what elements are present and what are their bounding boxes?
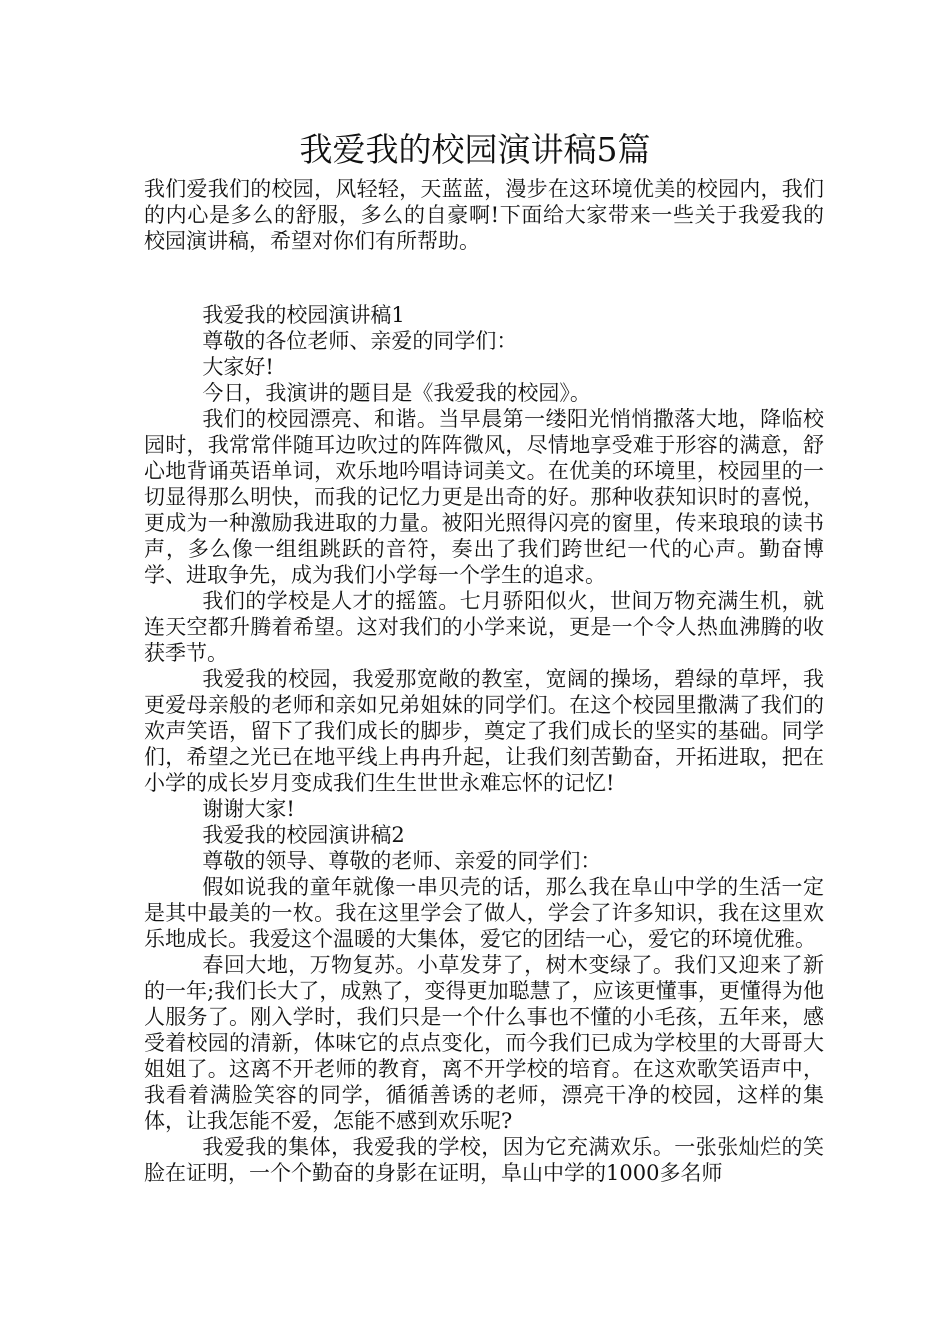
section-heading-1: 我爱我的校园演讲稿1 xyxy=(202,303,405,327)
body-paragraph: 我爱我的集体，我爱我的学校，因为它充满欢乐。一张张灿烂的笑脸在证明，一个个勤奋的身影在证明，阜山中学的1000多名师 xyxy=(144,1135,824,1185)
body-paragraph: 我们的校园漂亮、和谐。当早晨第一缕阳光悄悄撒落大地，降临校园时，我常常伴随耳边吹过的阵阵微风，尽情地享受难于形容的满意，舒心地背诵英语单词，欢乐地吟唱诗词美文。在优美的环境里，校园里的一切显得那么明快，而我的记忆力更是出奇的好。那种收获知识时的喜悦，更成为一种激励我进取的力量。被阳光照得闪亮的窗里，传来琅琅的读书声，多么像一组组跳跃的音符，奏出了我们跨世纪一代的心声。勤奋博学、进取争先，成为我们小学每一个学生的追求。 xyxy=(144,407,824,587)
body-paragraph: 我爱我的校园，我爱那宽敞的教室，宽阔的操场，碧绿的草坪，我更爱母亲般的老师和亲如兄弟姐妹的同学们。在这个校园里撒满了我们的欢声笑语，留下了我们成长的脚步，奠定了我们成长的坚实的基础。同学们，希望之光已在地平线上冉冉升起，让我们刻苦勤奋，开拓进取，把在小学的成长岁月变成我们生生世世永难忘怀的记忆! xyxy=(144,667,824,795)
body-paragraph: 春回大地，万物复苏。小草发芽了，树木变绿了。我们又迎来了新的一年;我们长大了，成熟了，变得更加聪慧了，应该更懂事，更懂得为他人服务了。刚入学时，我们只是一个什么事也不懂的小毛孩，五年来，感受着校园的清新，体味它的点点变化，而今我们已成为学校里的大哥哥大姐姐了。这离不开老师的教育，离不开学校的培育。在这欢歌笑语声中，我看着满脸笑容的同学，循循善诱的老师，漂亮干净的校园，这样的集体，让我怎能不爱，怎能不感到欢乐呢? xyxy=(144,953,824,1133)
speech-topic: 今日，我演讲的题目是《我爱我的校园》。 xyxy=(202,381,591,405)
document-body xyxy=(144,176,824,1186)
closing-thanks: 谢谢大家! xyxy=(202,797,295,821)
salutation: 尊敬的领导、尊敬的老师、亲爱的同学们： xyxy=(202,849,602,873)
salutation: 尊敬的各位老师、亲爱的同学们： xyxy=(202,329,518,353)
intro-paragraph: 我们爱我们的校园，风轻轻，天蓝蓝，漫步在这环境优美的校园内，我们的内心是多么的舒服，多么的自豪啊!下面给大家带来一些关于我爱我的校园演讲稿，希望对你们有所帮助。 xyxy=(144,177,824,253)
body-paragraph: 假如说我的童年就像一串贝壳的话，那么我在阜山中学的生活一定是其中最美的一枚。我在这里学会了做人，学会了许多知识，我在这里欢乐地成长。我爱这个温暖的大集体，爱它的团结一心，爱它的环境优雅。 xyxy=(144,875,824,951)
body-paragraph: 我们的学校是人才的摇篮。七月骄阳似火，世间万物充满生机，就连天空都升腾着希望。这对我们的小学来说，更是一个令人热血沸腾的收获季节。 xyxy=(144,589,824,665)
greeting: 大家好! xyxy=(202,355,274,379)
document-title: 我爱我的校园演讲稿5篇 xyxy=(299,130,651,169)
section-heading-2: 我爱我的校园演讲稿2 xyxy=(202,823,405,847)
paragraph-gap xyxy=(144,254,824,302)
